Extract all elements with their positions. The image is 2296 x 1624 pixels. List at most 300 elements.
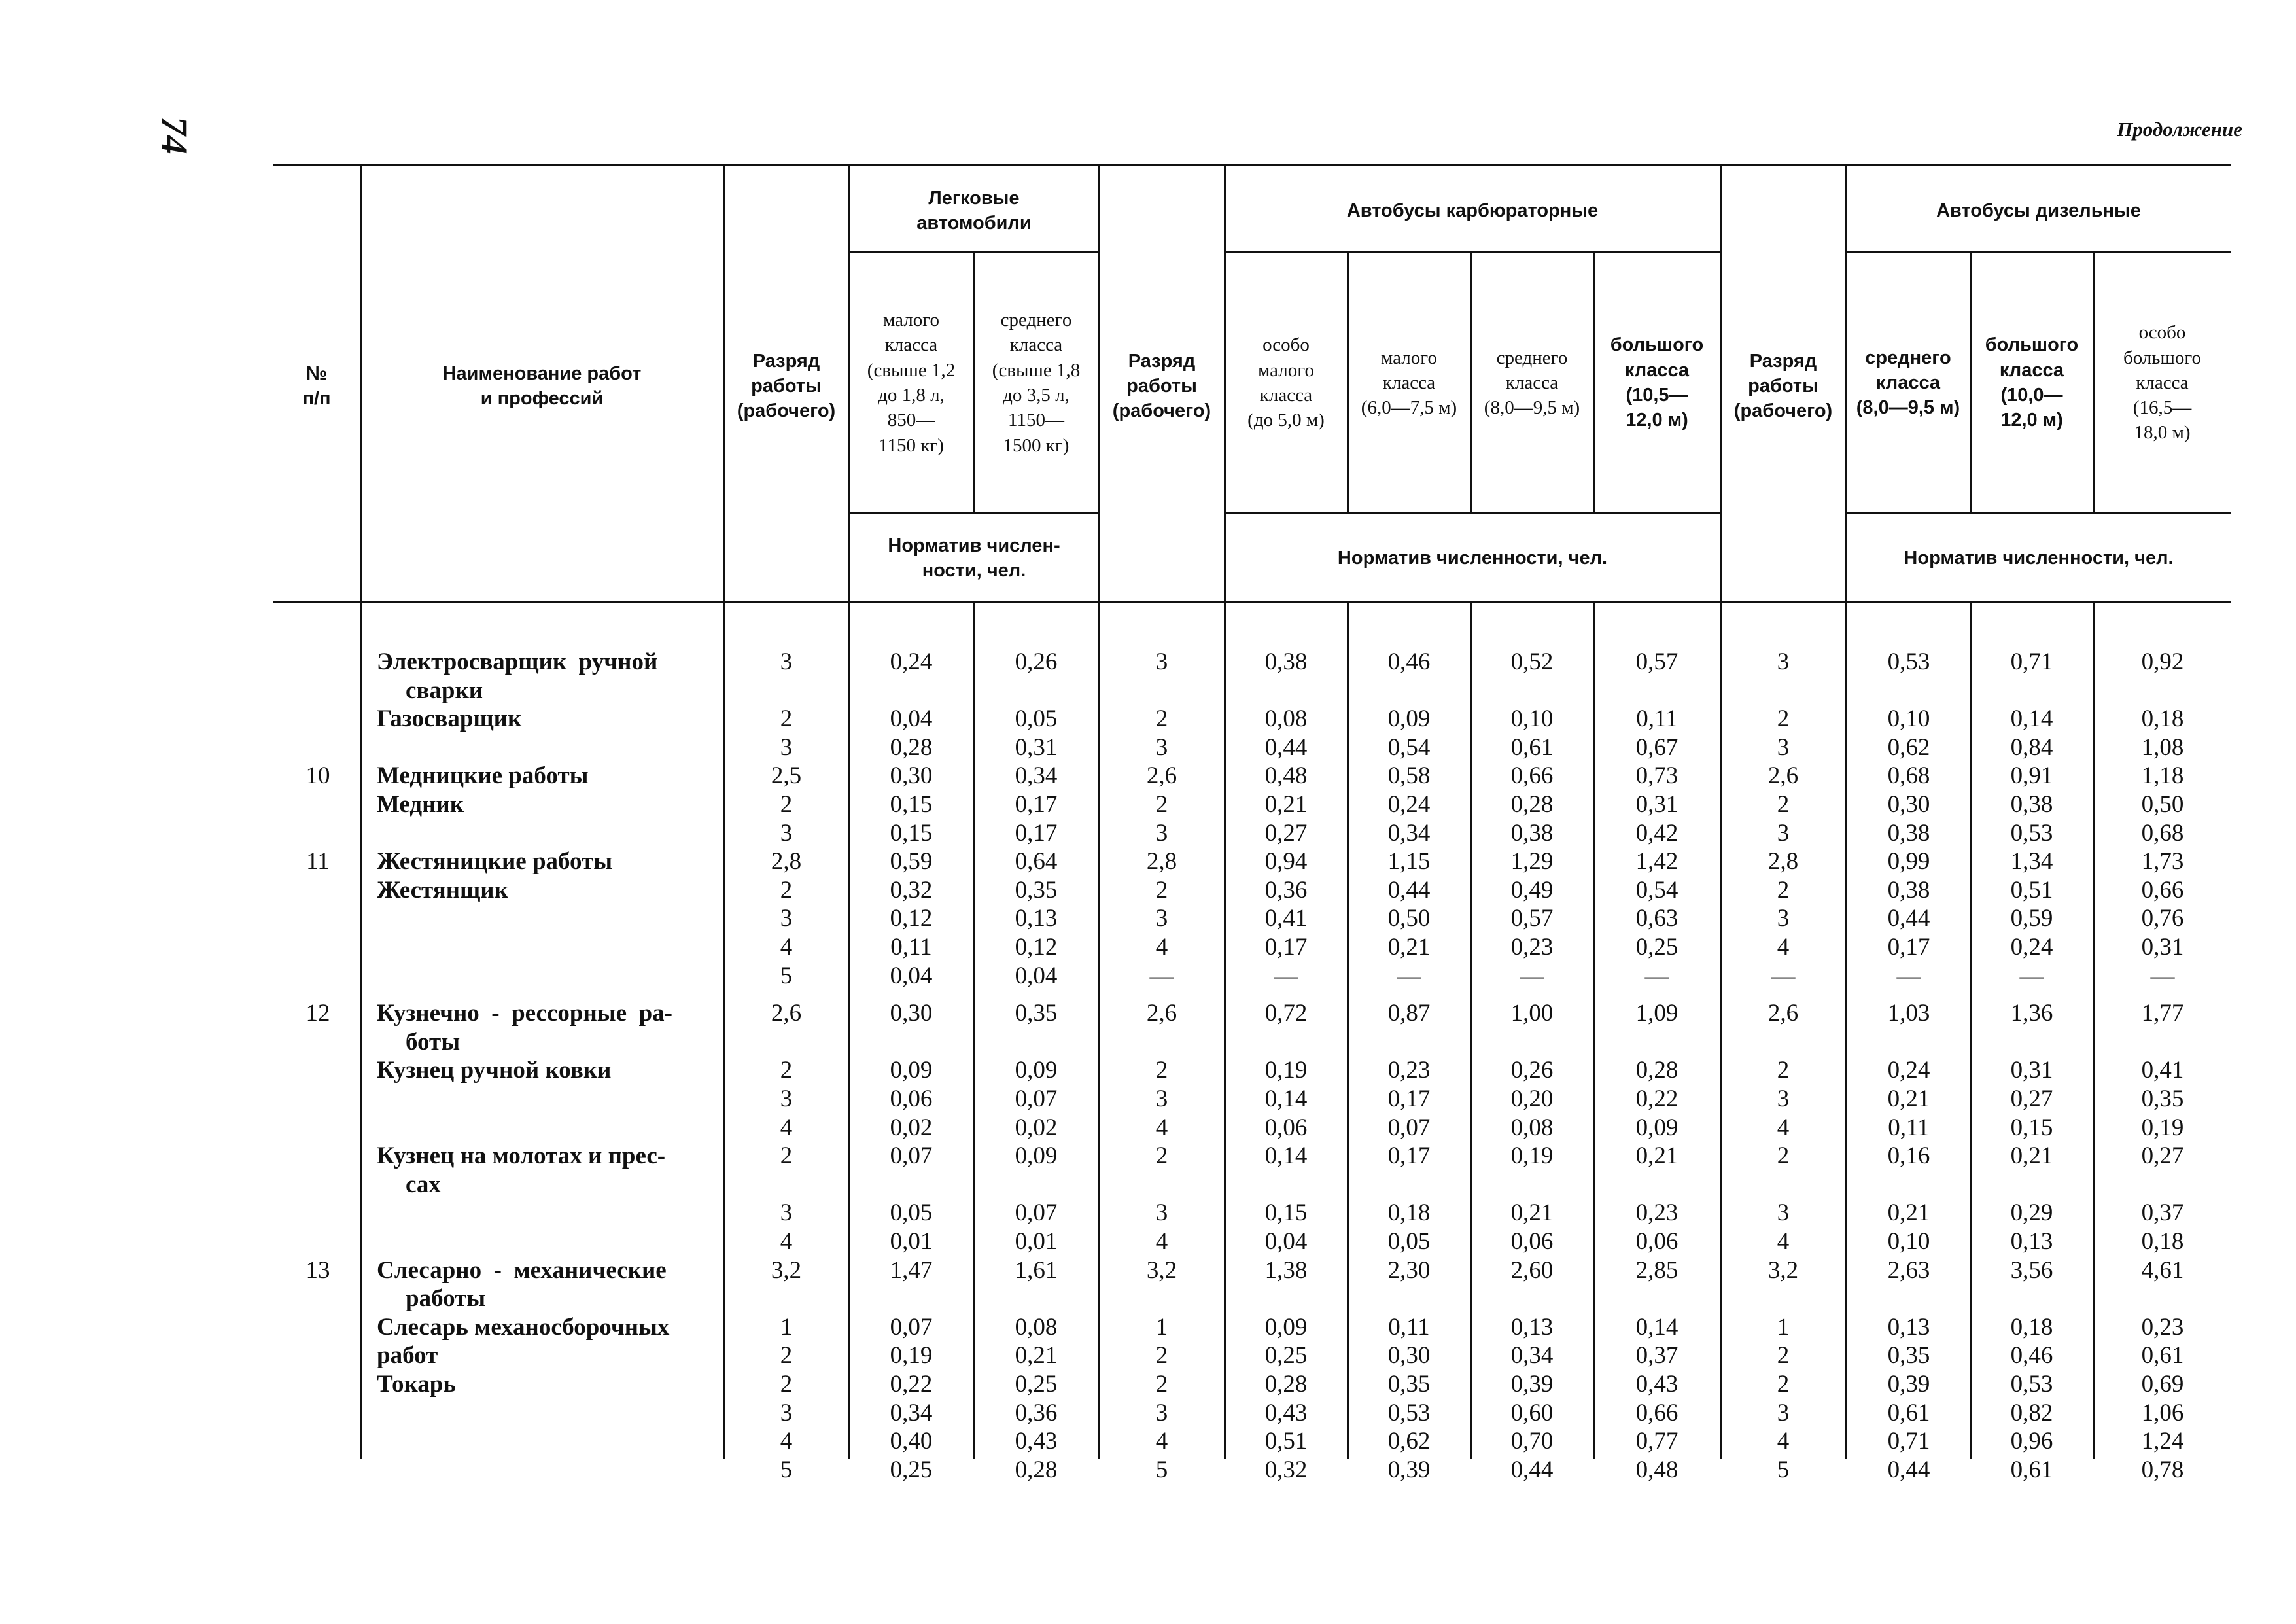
value-cell: 1,00 xyxy=(1510,1000,1554,1027)
header-norm-diesel: Норматив численности, чел. xyxy=(1904,547,2174,569)
value-cell: 0,09 xyxy=(890,1057,933,1084)
row-number: 13 xyxy=(305,1256,330,1284)
value-cell: 0,09 xyxy=(1387,705,1431,733)
value-cell: 2,6 xyxy=(1767,762,1799,790)
value-cell: 0,05 xyxy=(890,1199,933,1227)
value-cell: 0,71 xyxy=(2010,648,2053,675)
value-cell: 0,94 xyxy=(1264,848,1308,875)
value-cell: 0,21 xyxy=(1264,791,1308,818)
value-cell: 2 xyxy=(780,791,793,818)
work-name: Слесарь механосборочных xyxy=(377,1313,670,1341)
value-cell: 0,53 xyxy=(1887,648,1930,675)
value-cell: 0,69 xyxy=(2141,1371,2184,1398)
value-cell: 0,11 xyxy=(1636,705,1678,733)
value-cell: 2 xyxy=(1777,1142,1790,1170)
value-cell: 0,99 xyxy=(1887,848,1930,875)
value-cell: — xyxy=(1397,962,1421,989)
value-cell: 5 xyxy=(1155,1456,1168,1483)
value-cell: 1,29 xyxy=(1510,848,1554,875)
col-rule xyxy=(723,164,725,1459)
value-cell: 1,34 xyxy=(2010,848,2053,875)
header-car-small: малого класса (свыше 1,2 до 1,8 л, 850— 1150 кг) xyxy=(867,309,956,456)
value-cell: 1,61 xyxy=(1015,1256,1058,1284)
value-cell: 2 xyxy=(1777,1371,1790,1398)
col-rule xyxy=(848,164,850,1459)
value-cell: 0,61 xyxy=(1510,733,1554,761)
value-cell: 0,23 xyxy=(1387,1057,1431,1084)
value-cell: 0,87 xyxy=(1387,1000,1431,1027)
subcol-rule xyxy=(1347,602,1349,1459)
value-cell: 0,10 xyxy=(1510,705,1554,733)
value-cell: 0,84 xyxy=(2010,733,2053,761)
value-cell: 0,06 xyxy=(890,1086,933,1112)
value-cell: 1,38 xyxy=(1264,1256,1308,1284)
value-cell: 0,72 xyxy=(1264,1000,1308,1027)
work-name: боты xyxy=(406,1028,461,1055)
value-cell: 4 xyxy=(780,1228,793,1255)
value-cell: 0,24 xyxy=(1887,1057,1930,1084)
value-cell: 4 xyxy=(1155,934,1168,961)
work-name: Жестянщик xyxy=(377,876,508,904)
value-cell: 0,43 xyxy=(1264,1399,1308,1426)
value-cell: 0,38 xyxy=(1510,819,1554,847)
value-cell: 3 xyxy=(1155,1399,1168,1426)
value-cell: 0,57 xyxy=(1510,905,1554,932)
value-cell: 1,06 xyxy=(2141,1399,2184,1426)
value-cell: 4 xyxy=(1155,1228,1168,1255)
value-cell: 0,53 xyxy=(1387,1399,1431,1426)
value-cell: 0,25 xyxy=(890,1456,933,1483)
value-cell: 0,12 xyxy=(1015,934,1058,961)
value-cell: 0,21 xyxy=(1015,1342,1058,1369)
value-cell: 0,24 xyxy=(1387,791,1431,818)
work-name: Газосварщик xyxy=(377,705,522,733)
value-cell: 0,05 xyxy=(1015,705,1058,733)
col-rule xyxy=(1224,164,1226,1459)
norm-rule-diesel xyxy=(1847,512,2231,514)
value-cell: 2 xyxy=(1777,791,1790,818)
value-cell: 2 xyxy=(1155,1142,1168,1170)
row-number: 10 xyxy=(305,762,330,790)
work-name: Токарь xyxy=(377,1371,456,1398)
value-cell: 0,73 xyxy=(1635,762,1679,790)
value-cell: 0,09 xyxy=(1635,1114,1679,1141)
value-cell: 0,54 xyxy=(1635,876,1679,904)
value-cell: 0,77 xyxy=(1635,1428,1679,1455)
value-cell: 4 xyxy=(780,1114,793,1141)
col-rule xyxy=(1845,164,1847,1459)
subcol-rule xyxy=(973,251,975,513)
value-cell: — xyxy=(1149,962,1174,989)
value-cell: 0,28 xyxy=(890,733,933,761)
value-cell: 0,22 xyxy=(1635,1086,1679,1112)
value-cell: 0,39 xyxy=(1387,1456,1431,1483)
value-cell: 0,43 xyxy=(1635,1371,1679,1398)
value-cell: 0,15 xyxy=(2010,1114,2053,1141)
value-cell: 0,15 xyxy=(1264,1199,1308,1227)
header-name: Наименование работ и профессий xyxy=(442,362,642,409)
work-name: Слесарно - механические xyxy=(377,1256,667,1284)
value-cell: 0,40 xyxy=(890,1428,933,1455)
value-cell: 2 xyxy=(1155,1371,1168,1398)
value-cell: 2,60 xyxy=(1510,1256,1554,1284)
value-cell: 0,21 xyxy=(1887,1086,1930,1112)
value-cell: 0,62 xyxy=(1887,733,1930,761)
value-cell: 4,61 xyxy=(2141,1256,2184,1284)
value-cell: 0,06 xyxy=(1635,1228,1679,1255)
value-cell: 5 xyxy=(780,1456,793,1483)
value-cell: 2 xyxy=(780,876,793,904)
value-cell: 0,32 xyxy=(890,876,933,904)
value-cell: 0,43 xyxy=(1015,1428,1058,1455)
value-cell: 0,60 xyxy=(1510,1399,1554,1426)
value-cell: 4 xyxy=(1777,1428,1790,1455)
value-cell: 3 xyxy=(1155,1086,1168,1112)
value-cell: 0,68 xyxy=(2141,819,2184,847)
header-grade-carb: Разряд работы (рабочего) xyxy=(1112,350,1211,422)
value-cell: 2 xyxy=(1155,1057,1168,1084)
value-cell: 4 xyxy=(780,934,793,961)
value-cell: 4 xyxy=(1777,1228,1790,1255)
work-name: работ xyxy=(377,1342,438,1369)
value-cell: 0,63 xyxy=(1635,905,1679,932)
value-cell: 0,35 xyxy=(1015,876,1058,904)
value-cell: 2,8 xyxy=(1146,848,1177,875)
header-dsl-xlarge: особо большого класса (16,5— 18,0 м) xyxy=(2123,322,2202,444)
value-cell: 3,2 xyxy=(1767,1256,1799,1284)
value-cell: 0,04 xyxy=(890,962,933,989)
value-cell: 0,53 xyxy=(2010,1371,2053,1398)
header-grade-diesel: Разряд работы (рабочего) xyxy=(1733,350,1833,422)
value-cell: 0,08 xyxy=(1015,1313,1058,1341)
page-number: 74 xyxy=(153,116,196,154)
value-cell: 0,11 xyxy=(890,934,932,961)
value-cell: 0,04 xyxy=(890,705,933,733)
value-cell: 0,10 xyxy=(1887,1228,1930,1255)
value-cell: 4 xyxy=(1155,1428,1168,1455)
value-cell: 0,27 xyxy=(2010,1086,2053,1112)
value-cell: 0,35 xyxy=(1015,1000,1058,1027)
value-cell: 0,39 xyxy=(1510,1371,1554,1398)
value-cell: 0,57 xyxy=(1635,648,1679,675)
value-cell: 1,73 xyxy=(2141,848,2184,875)
value-cell: 2,5 xyxy=(771,762,802,790)
value-cell: 0,66 xyxy=(1510,762,1554,790)
value-cell: 0,07 xyxy=(890,1142,933,1170)
value-cell: 3 xyxy=(1155,1199,1168,1227)
value-cell: 0,51 xyxy=(2010,876,2053,904)
value-cell: 1 xyxy=(780,1313,793,1341)
header-carb-small: малого класса (6,0—7,5 м) xyxy=(1361,347,1457,419)
value-cell: 0,14 xyxy=(2010,705,2053,733)
header-cars: Легковые автомобили xyxy=(916,187,1032,234)
value-cell: 0,01 xyxy=(890,1228,933,1255)
value-cell: 0,15 xyxy=(890,819,933,847)
subcol-rule xyxy=(1470,251,1472,513)
value-cell: 0,30 xyxy=(1887,791,1930,818)
value-cell: 0,66 xyxy=(2141,876,2184,904)
value-cell: 0,76 xyxy=(2141,905,2184,932)
value-cell: 1,08 xyxy=(2141,733,2184,761)
subcol-rule xyxy=(1970,602,1972,1459)
value-cell: 3 xyxy=(780,1199,793,1227)
value-cell: 0,67 xyxy=(1635,733,1679,761)
col-rule xyxy=(360,164,362,1459)
work-name: Электросварщик ручной xyxy=(377,648,658,675)
value-cell: 0,38 xyxy=(1887,819,1930,847)
value-cell: — xyxy=(2019,962,2044,989)
value-cell: 0,30 xyxy=(890,1000,933,1027)
value-cell: 3,56 xyxy=(2010,1256,2053,1284)
value-cell: 0,12 xyxy=(890,905,933,932)
work-name: Кузнечно - рессорные ра- xyxy=(377,1000,673,1027)
work-name: Медницкие работы xyxy=(377,762,589,790)
value-cell: 0,04 xyxy=(1015,962,1058,989)
header-car-medium: среднего класса (свыше 1,8 до 3,5 л, 1150— 1500 кг) xyxy=(992,309,1081,456)
value-cell: 0,09 xyxy=(1264,1313,1308,1341)
value-cell: 0,25 xyxy=(1015,1371,1058,1398)
value-cell: 2 xyxy=(1155,791,1168,818)
value-cell: 0,25 xyxy=(1635,934,1679,961)
value-cell: 0,46 xyxy=(2010,1342,2053,1369)
value-cell: 2 xyxy=(780,1342,793,1369)
value-cell: 3,2 xyxy=(1146,1256,1177,1284)
value-cell: 0,44 xyxy=(1510,1456,1554,1483)
header-carb-bus: Автобусы карбюраторные xyxy=(1346,200,1599,221)
value-cell: 0,96 xyxy=(2010,1428,2053,1455)
value-cell: 2,8 xyxy=(1767,848,1799,875)
value-cell: 3 xyxy=(780,1086,793,1112)
row-number: 12 xyxy=(305,1000,330,1027)
value-cell: 2,30 xyxy=(1387,1256,1431,1284)
value-cell: 5 xyxy=(1777,1456,1790,1483)
value-cell: 0,35 xyxy=(1887,1342,1930,1369)
value-cell: 0,42 xyxy=(1635,819,1679,847)
header-norm-carb: Норматив численности, чел. xyxy=(1337,547,1608,569)
value-cell: 3 xyxy=(1777,905,1790,932)
value-cell: 0,44 xyxy=(1264,733,1308,761)
value-cell: 0,09 xyxy=(1015,1142,1058,1170)
value-cell: 0,26 xyxy=(1015,648,1058,675)
value-cell: 0,19 xyxy=(890,1342,933,1369)
value-cell: 0,17 xyxy=(1264,934,1308,961)
value-cell: 0,66 xyxy=(1635,1399,1679,1426)
value-cell: 0,59 xyxy=(2010,905,2053,932)
value-cell: 2 xyxy=(1155,1342,1168,1369)
row-number: 11 xyxy=(306,848,330,875)
value-cell: 0,19 xyxy=(1264,1057,1308,1084)
subcol-rule xyxy=(2093,602,2095,1459)
value-cell: — xyxy=(1644,962,1669,989)
value-cell: 0,38 xyxy=(1264,648,1308,675)
value-cell: 0,08 xyxy=(1510,1114,1554,1141)
col-rule xyxy=(1720,164,1722,1459)
continuation-label: Продолжение xyxy=(2117,118,2242,141)
value-cell: 0,38 xyxy=(2010,791,2053,818)
norm-rule-carb xyxy=(1225,512,1721,514)
value-cell: 0,36 xyxy=(1015,1399,1058,1426)
value-cell: 0,34 xyxy=(1387,819,1431,847)
value-cell: 0,23 xyxy=(1510,934,1554,961)
value-cell: 2 xyxy=(1777,1057,1790,1084)
value-cell: 0,16 xyxy=(1887,1142,1930,1170)
value-cell: 0,25 xyxy=(1264,1342,1308,1369)
value-cell: 0,30 xyxy=(890,762,933,790)
value-cell: 0,13 xyxy=(2010,1228,2053,1255)
value-cell: — xyxy=(1520,962,1544,989)
value-cell: 0,11 xyxy=(1888,1114,1930,1141)
work-name: Медник xyxy=(377,791,464,818)
value-cell: 3 xyxy=(1155,905,1168,932)
value-cell: 1,15 xyxy=(1387,848,1431,875)
value-cell: 0,37 xyxy=(2141,1199,2184,1227)
subcol-rule xyxy=(1970,251,1972,513)
value-cell: 0,61 xyxy=(1887,1399,1930,1426)
value-cell: 3 xyxy=(780,733,793,761)
work-name: сварки xyxy=(406,677,483,704)
value-cell: 0,14 xyxy=(1264,1142,1308,1170)
work-name: сах xyxy=(406,1171,441,1198)
value-cell: 3 xyxy=(1777,648,1790,675)
value-cell: 0,70 xyxy=(1510,1428,1554,1455)
value-cell: 3 xyxy=(780,1399,793,1426)
value-cell: 0,64 xyxy=(1015,848,1058,875)
value-cell: 0,61 xyxy=(2141,1342,2184,1369)
value-cell: 0,09 xyxy=(1015,1057,1058,1084)
header-carb-medium: среднего класса (8,0—9,5 м) xyxy=(1484,347,1580,419)
work-name: работы xyxy=(406,1285,486,1313)
value-cell: 0,21 xyxy=(1510,1199,1554,1227)
value-cell: 3 xyxy=(1155,733,1168,761)
header-diesel-bus: Автобусы дизельные xyxy=(1936,200,2141,221)
value-cell: 1,09 xyxy=(1635,1000,1679,1027)
work-name: Жестяницкие работы xyxy=(377,848,613,875)
header-grade-cars: Разряд работы (рабочего) xyxy=(737,350,836,422)
value-cell: 2 xyxy=(1155,705,1168,733)
value-cell: 0,29 xyxy=(2010,1199,2053,1227)
col-rule xyxy=(1098,164,1100,1459)
value-cell: 0,18 xyxy=(2141,1228,2184,1255)
value-cell: 0,37 xyxy=(1635,1342,1679,1369)
subcol-rule xyxy=(1470,602,1472,1459)
value-cell: 0,50 xyxy=(1387,905,1431,932)
subcol-rule xyxy=(1593,602,1595,1459)
value-cell: 4 xyxy=(1155,1114,1168,1141)
value-cell: 3 xyxy=(780,819,793,847)
value-cell: 0,31 xyxy=(2010,1057,2053,1084)
value-cell: 0,28 xyxy=(1264,1371,1308,1398)
value-cell: 0,08 xyxy=(1264,705,1308,733)
value-cell: — xyxy=(1274,962,1298,989)
value-cell: 1,03 xyxy=(1887,1000,1930,1027)
value-cell: 1,42 xyxy=(1635,848,1679,875)
value-cell: 0,50 xyxy=(2141,791,2184,818)
value-cell: 1 xyxy=(1155,1313,1168,1341)
value-cell: 2,6 xyxy=(1146,1000,1177,1027)
value-cell: 0,44 xyxy=(1887,905,1930,932)
value-cell: 3 xyxy=(1777,733,1790,761)
value-cell: 0,61 xyxy=(2010,1456,2053,1483)
value-cell: 0,06 xyxy=(1264,1114,1308,1141)
value-cell: 0,10 xyxy=(1887,705,1930,733)
value-cell: 0,20 xyxy=(1510,1086,1554,1112)
value-cell: 0,07 xyxy=(1015,1199,1058,1227)
norm-rule-cars xyxy=(850,512,1100,514)
value-cell: 2,6 xyxy=(771,1000,802,1027)
value-cell: 0,17 xyxy=(1887,934,1930,961)
table-top-rule xyxy=(273,164,2231,166)
value-cell: 0,07 xyxy=(1387,1114,1431,1141)
value-cell: 0,34 xyxy=(890,1399,933,1426)
value-cell: 0,21 xyxy=(1387,934,1431,961)
value-cell: 2 xyxy=(780,1057,793,1084)
value-cell: 3 xyxy=(1777,1086,1790,1112)
value-cell: 0,21 xyxy=(2010,1142,2053,1170)
value-cell: 0,07 xyxy=(890,1313,933,1341)
value-cell: 0,02 xyxy=(890,1114,933,1141)
value-cell: 0,71 xyxy=(1887,1428,1930,1455)
value-cell: 1,77 xyxy=(2141,1000,2184,1027)
value-cell: 3 xyxy=(780,648,793,675)
value-cell: 0,44 xyxy=(1887,1456,1930,1483)
value-cell: 0,17 xyxy=(1387,1142,1431,1170)
value-cell: 2 xyxy=(780,1371,793,1398)
value-cell: 0,27 xyxy=(1264,819,1308,847)
value-cell: 0,46 xyxy=(1387,648,1431,675)
value-cell: 0,92 xyxy=(2141,648,2184,675)
value-cell: 0,18 xyxy=(2010,1313,2053,1341)
value-cell: 0,21 xyxy=(1887,1199,1930,1227)
value-cell: 0,41 xyxy=(1264,905,1308,932)
value-cell: 0,14 xyxy=(1635,1313,1679,1341)
value-cell: 2 xyxy=(1155,876,1168,904)
value-cell: 1 xyxy=(1777,1313,1790,1341)
value-cell: 3 xyxy=(1155,648,1168,675)
value-cell: 2 xyxy=(780,705,793,733)
value-cell: 0,17 xyxy=(1015,791,1058,818)
value-cell: 0,34 xyxy=(1510,1342,1554,1369)
header-group-rule-diesel xyxy=(1847,251,2231,253)
value-cell: 0,28 xyxy=(1510,791,1554,818)
subcol-rule xyxy=(1593,251,1595,513)
value-cell: 0,51 xyxy=(1264,1428,1308,1455)
value-cell: 0,01 xyxy=(1015,1228,1058,1255)
value-cell: 2,8 xyxy=(771,848,802,875)
value-cell: 2 xyxy=(1777,876,1790,904)
value-cell: 0,28 xyxy=(1015,1456,1058,1483)
value-cell: 0,78 xyxy=(2141,1456,2184,1483)
value-cell: 0,58 xyxy=(1387,762,1431,790)
value-cell: 0,26 xyxy=(1510,1057,1554,1084)
value-cell: 0,24 xyxy=(2010,934,2053,961)
header-carb-large: большого класса (10,5— 12,0 м) xyxy=(1610,334,1704,431)
value-cell: 2 xyxy=(1777,705,1790,733)
subcol-rule xyxy=(973,602,975,1459)
value-cell: 0,59 xyxy=(890,848,933,875)
value-cell: 0,30 xyxy=(1387,1342,1431,1369)
value-cell: 3,2 xyxy=(771,1256,802,1284)
work-name: Кузнец на молотах и прес- xyxy=(377,1142,666,1170)
value-cell: 0,28 xyxy=(1635,1057,1679,1084)
subcol-rule xyxy=(2093,251,2095,513)
header-dsl-medium: среднего класса (8,0—9,5 м) xyxy=(1856,347,1960,419)
value-cell: 0,24 xyxy=(890,648,933,675)
value-cell: 0,31 xyxy=(1015,733,1058,761)
work-name: Кузнец ручной ковки xyxy=(377,1057,612,1084)
value-cell: 3 xyxy=(1155,819,1168,847)
value-cell: 0,53 xyxy=(2010,819,2053,847)
value-cell: 0,15 xyxy=(890,791,933,818)
